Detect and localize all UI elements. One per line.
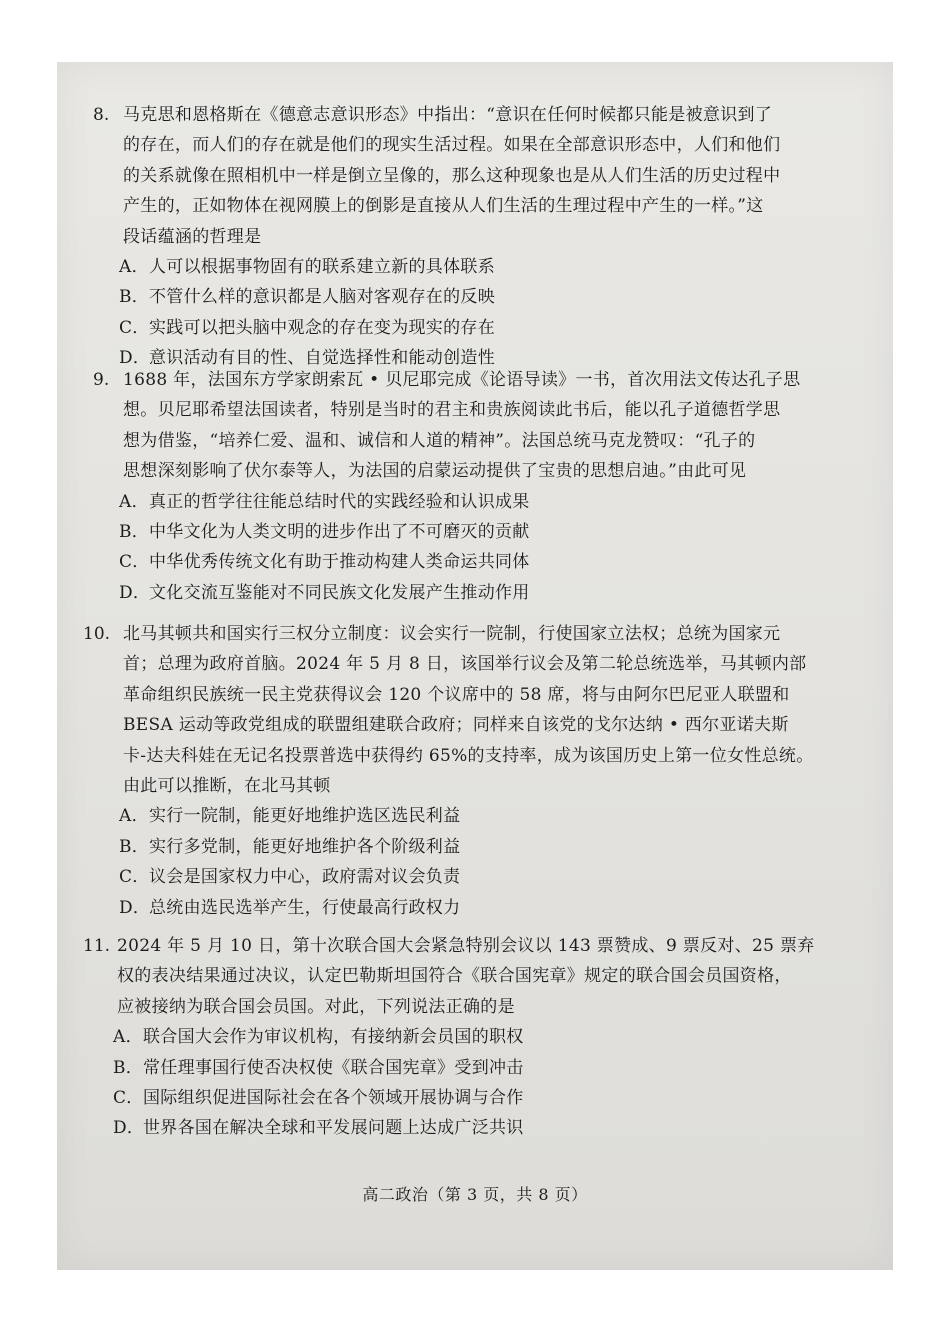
option-text: 联合国大会作为审议机构，有接纳新会员国的职权 (143, 1027, 524, 1048)
option-c[interactable] (113, 1087, 524, 1109)
question-stem-line: BESA 运动等政党组成的联盟组建联合政府；同样来自该党的戈尔达纳 • 西尔亚诺夫斯 (123, 715, 789, 736)
option-letter: C． (119, 552, 150, 573)
question-stem-line: 北马其顿共和国实行三权分立制度：议会实行一院制，行使国家立法权；总统为国家元 (123, 624, 781, 644)
option-text: 议会是国家权力中心，政府需对议会负责 (149, 867, 461, 888)
option-letter: D． (113, 1118, 145, 1139)
question-number: 11. (83, 936, 111, 956)
option-letter: A． (113, 1027, 143, 1048)
option-text: 总统由选民选举产生，行使最高行政权力 (149, 897, 461, 918)
question-number: 8. (93, 105, 110, 125)
question-stem-line: 2024 年 5 月 10 日，第十次联合国大会紧急特别会议以 143 票赞成、9 票反对、25 票弃 (117, 936, 815, 956)
page-footer: 高二政治（第 3 页，共 8 页） (362, 1185, 588, 1204)
option-a[interactable] (119, 491, 530, 513)
option-text: 实践可以把头脑中观念的存在变为现实的存在 (149, 317, 495, 338)
option-c[interactable] (119, 317, 495, 339)
question-number: 9. (93, 370, 110, 390)
question-stem-line: 卡-达夫科娃在无记名投票普选中获得约 65%的支持率，成为该国历史上第一位女性总统。 (123, 745, 814, 766)
option-a[interactable] (113, 1026, 524, 1048)
option-letter: A． (119, 806, 149, 827)
option-letter: B． (119, 836, 150, 857)
question-stem-line: 马克思和恩格斯在《德意志意识形态》中指出：“意识在任何时候都只能是被意识到了 (123, 105, 773, 125)
option-text: 实行一院制，能更好地维护选区选民利益 (149, 806, 461, 827)
option-a[interactable] (119, 256, 495, 278)
option-text: 中华文化为人类文明的进步作出了不可磨灭的贡献 (149, 522, 530, 542)
option-text: 不管什么样的意识都是人脑对客观存在的反映 (149, 287, 495, 308)
option-letter: D． (119, 897, 151, 918)
question-stem-line: 的存在，而人们的存在就是他们的现实生活过程。如果在全部意识形态中，人们和他们 (123, 135, 781, 156)
option-c[interactable] (119, 551, 530, 573)
option-text: 文化交流互鉴能对不同民族文化发展产生推动作用 (149, 582, 530, 603)
option-letter: B． (119, 522, 150, 542)
option-b[interactable] (113, 1057, 524, 1079)
option-letter: D． (119, 582, 151, 603)
question-stem-line: 由此可以推断，在北马其顿 (123, 776, 331, 796)
option-letter: D． (119, 348, 151, 369)
option-letter: C． (113, 1088, 144, 1108)
question-number: 10. (83, 624, 111, 644)
option-letter: C． (119, 317, 150, 338)
option-d[interactable] (113, 1117, 524, 1139)
question-stem-line: 段话蕴涵的哲理是 (123, 226, 262, 247)
option-c[interactable] (119, 866, 460, 888)
option-d[interactable] (119, 582, 530, 604)
question-stem-line: 产生的，正如物体在视网膜上的倒影是直接从人们生活的生理过程中产生的一样。”这 (123, 196, 764, 217)
option-b[interactable] (119, 836, 460, 858)
option-letter: A． (119, 257, 149, 277)
question-stem-line: 的关系就像在照相机中一样是倒立呈像的，那么这种现象也是从人们生活的历史过程中 (123, 165, 781, 186)
option-letter: B． (119, 287, 150, 308)
option-text: 意识活动有目的性、自觉选择性和能动创造性 (149, 348, 495, 369)
question-stem-line: 首；总理为政府首脑。2024 年 5 月 8 日，该国举行议会及第二轮总统选举，马其顿内部 (123, 654, 807, 675)
option-text: 人可以根据事物固有的联系建立新的具体联系 (149, 257, 495, 277)
option-text: 国际组织促进国际社会在各个领域开展协调与合作 (143, 1088, 524, 1108)
option-a[interactable] (119, 805, 460, 827)
question-stem-line: 想。贝尼耶希望法国读者，特别是当时的君主和贵族阅读此书后，能以孔子道德哲学思 (123, 400, 781, 421)
option-text: 真正的哲学往往能总结时代的实践经验和认识成果 (149, 491, 530, 512)
question-stem-line: 权的表决结果通过决议，认定巴勒斯坦国符合《联合国宪章》规定的联合国会员国资格， (117, 966, 792, 987)
exam-page (57, 62, 893, 1270)
option-b[interactable] (119, 286, 495, 308)
option-letter: B． (113, 1057, 144, 1078)
question-stem-line: 1688 年，法国东方学家朗索瓦 • 贝尼耶完成《论语导读》一书，首次用法文传达孔子思 (123, 370, 801, 390)
option-text: 常任理事国行使否决权使《联合国宪章》受到冲击 (143, 1057, 524, 1078)
option-text: 世界各国在解决全球和平发展问题上达成广泛共识 (143, 1118, 524, 1139)
option-b[interactable] (119, 521, 530, 543)
question-stem-line: 想为借鉴，“培养仁爱、温和、诚信和人道的精神”。法国总统马克龙赞叹：“孔子的 (123, 430, 756, 451)
question-stem-line: 应被接纳为联合国会员国。对此，下列说法正确的是 (117, 996, 515, 1017)
option-text: 实行多党制，能更好地维护各个阶级利益 (149, 836, 461, 857)
option-d[interactable] (119, 347, 495, 369)
question-stem-line: 思想深刻影响了伏尔泰等人，为法国的启蒙运动提供了宝贵的思想启迪。”由此可见 (123, 461, 747, 482)
option-text: 中华优秀传统文化有助于推动构建人类命运共同体 (149, 552, 530, 573)
option-letter: C． (119, 867, 150, 888)
question-stem-line: 革命组织民族统一民主党获得议会 120 个议席中的 58 席，将与由阿尔巴尼亚人联盟和 (123, 684, 790, 705)
option-d[interactable] (119, 897, 460, 919)
option-letter: A． (119, 491, 149, 512)
